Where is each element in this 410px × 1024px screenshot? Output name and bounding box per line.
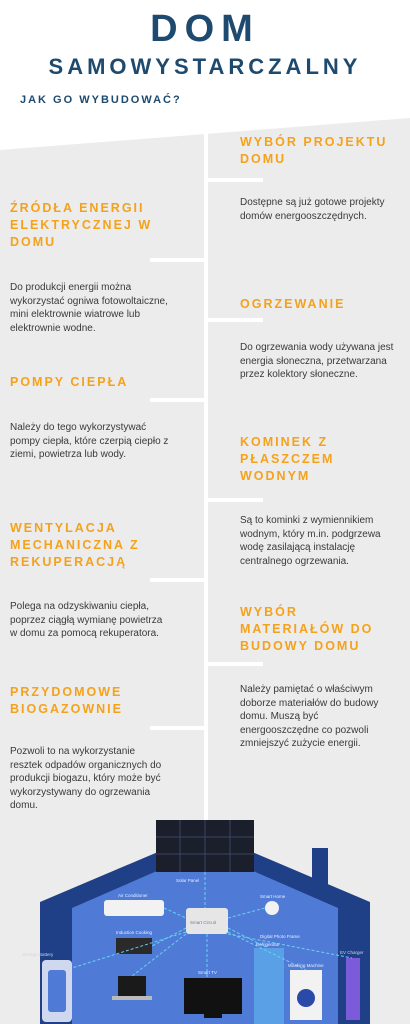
- section-text-project: Dostępne są już gotowe projekty domów energooszczędnych.: [240, 197, 385, 222]
- label-storage-battery: Storage Battery: [22, 952, 54, 957]
- section-text-heat-pumps: Należy do tego wykorzystywać pompy ciepła, które czerpią ciepło z ziemi, powietrza lub wody.: [10, 422, 169, 460]
- smart-home-icon: [265, 901, 279, 915]
- section-text-ventilation: Polega na odzyskiwaniu ciepła, poprzez ciągłą wymianę powietrza w domu za pomocą rekuperatora.: [10, 601, 163, 639]
- section-text-energy: Do produkcji energii można wykorzystać ogniwa fotowoltaiczne, mini elektrownie wiatrowe lub elektrownie wodne.: [10, 282, 168, 334]
- page-subtitle: SAMOWYSTARCZALNY: [48, 54, 362, 79]
- refrigerator-icon: [254, 948, 284, 1024]
- section-title-heat-pumps: POMPY CIEPŁA: [10, 375, 129, 389]
- washing-machine-icon: [290, 970, 322, 1020]
- section-title-energy: ŹRÓDŁA ENERGII ELEKTRYCZNEJ W DOMU: [10, 201, 153, 249]
- page-tagline: JAK GO WYBUDOWAĆ?: [20, 94, 182, 106]
- air-conditioner-icon: [104, 900, 164, 916]
- section-text-biogas: Pozwoli to na wykorzystanie resztek odpadów organicznych do produkcji biogazu, który może być wykorzystywany do ogrzewania domu.: [10, 746, 162, 811]
- smart-tv-icon: [184, 978, 242, 1018]
- section-title-materials: WYBÓR MATERIAŁÓW DO BUDOWY DOMU: [240, 605, 374, 653]
- section-title-fireplace: KOMINEK Z PŁASZCZEM WODNYM: [240, 435, 335, 483]
- solar-panel-icon: [156, 820, 254, 872]
- section-text-fireplace: Są to kominki z wymiennikiem wodnym, który m.in. podgrzewa wodę zasilającą instalację centralnego ogrzewania.: [240, 515, 381, 567]
- section-title-ventilation: WENTYLACJA MECHANICZNA Z REKUPERACJĄ: [10, 521, 140, 569]
- laptop-icon: [112, 976, 152, 1000]
- label-washing-machine: Washing Machine: [288, 963, 324, 968]
- label-induction-cooking: Induction Cooking: [116, 930, 153, 935]
- section-title-biogas: PRZYDOMOWE BIOGAZOWNIE: [10, 685, 123, 716]
- timeline-tick: [150, 726, 205, 730]
- timeline-spine: [204, 125, 208, 840]
- label-smart-circuit: Smart Circuit: [190, 920, 217, 925]
- page-title: DOM: [150, 8, 260, 50]
- label-air-conditioner: Air Conditioner: [118, 893, 148, 898]
- timeline-tick: [208, 498, 263, 502]
- induction-cooking-icon: [116, 938, 152, 954]
- timeline-tick: [208, 178, 263, 182]
- ev-charger-icon: [346, 958, 360, 1020]
- section-text-heating: Do ogrzewania wody używana jest energia słoneczna, przetwarzana przez kolektory słoneczne.: [240, 342, 394, 380]
- section-title-project: WYBÓR PROJEKTU DOMU: [240, 135, 388, 166]
- timeline-tick: [150, 258, 205, 262]
- section-text-materials: Należy pamiętać o właściwym doborze materiałów do budowy domu. Muszą być energooszczędne co pozwoli zmniejszyć zużycie energii.: [240, 684, 379, 749]
- label-solar-panel: Solar Panel: [176, 878, 200, 883]
- storage-battery-icon: [42, 960, 72, 1022]
- label-smart-home: Smart Home: [260, 894, 286, 899]
- label-refrigerator: Refrigerator: [256, 942, 280, 947]
- timeline-tick: [150, 578, 205, 582]
- label-ev-charger: EV Charger: [340, 950, 364, 955]
- label-digital-photo-frame: Digital Photo Frame: [260, 934, 300, 939]
- section-title-heating: OGRZEWANIE: [240, 297, 346, 311]
- smart-house-illustration: [0, 800, 410, 1024]
- timeline-tick: [150, 398, 205, 402]
- label-smart-tv: Smart TV: [198, 970, 217, 975]
- timeline-tick: [208, 662, 263, 666]
- timeline-tick: [208, 318, 263, 322]
